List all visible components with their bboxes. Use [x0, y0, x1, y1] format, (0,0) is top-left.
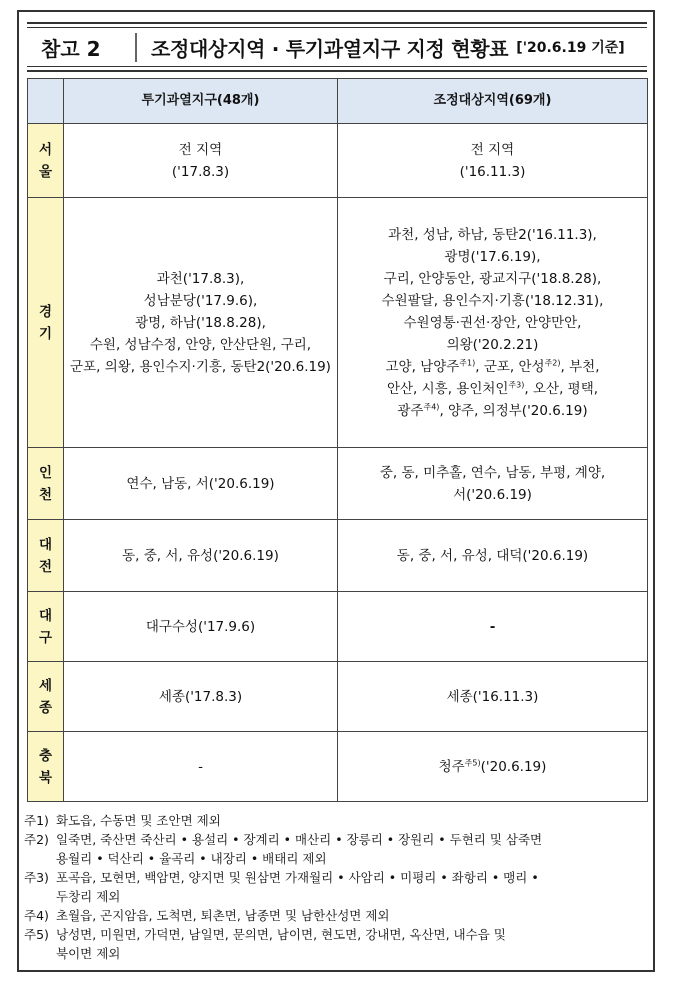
- region-cell: 세 종: [28, 662, 64, 732]
- page-title: 조정대상지역 · 투기과열지구 지정 현황표: [151, 36, 509, 61]
- designation-table: [27, 78, 648, 802]
- footnote: 주2) 일죽면, 죽산면 죽산리 • 용설리 • 장계리 • 매산리 • 장릉리 • 장원리 • 두현리 및 삼죽면 용월리 • 덕산리 • 율곡리 • 내장리 • 배태리 제외: [24, 832, 543, 866]
- region-cell: 인 천: [28, 448, 64, 520]
- footnote: 주4) 초월읍, 곤지암읍, 도척면, 퇴촌면, 남종면 및 남한산성면 제외: [24, 908, 390, 923]
- footnote: 주1) 화도읍, 수동면 및 조안면 제외: [24, 813, 221, 828]
- adjust-cell: 전 지역 ('16.11.3): [338, 124, 648, 198]
- adjust-cell: 청주$^{주5)}$('20.6.19): [338, 732, 648, 802]
- table-row: [28, 520, 648, 592]
- overheat-cell: 세종('17.8.3): [64, 662, 338, 732]
- region-cell: 대 전: [28, 520, 64, 592]
- title-label: 참고 2: [41, 33, 137, 62]
- footnote: 주3) 포곡읍, 모현면, 백암면, 양지면 및 원삼면 가재월리 • 사암리 • 미평리 • 좌항리 • 맹리 • 두창리 제외: [24, 870, 539, 904]
- title-box: [27, 22, 647, 72]
- overheat-cell: 동, 중, 서, 유성('20.6.19): [64, 520, 338, 592]
- overheat-cell: 연수, 남동, 서('20.6.19): [64, 448, 338, 520]
- header-corner: [28, 79, 64, 124]
- adjust-cell: 세종('16.11.3): [338, 662, 648, 732]
- overheat-cell: 전 지역 ('17.8.3): [64, 124, 338, 198]
- table-header-row: [28, 79, 648, 124]
- adjust-cell: 동, 중, 서, 유성, 대덕('20.6.19): [338, 520, 648, 592]
- footnote: 주5) 낭성면, 미원면, 가덕면, 남일면, 문의면, 남이면, 현도면, 강내면, 옥산면, 내수읍 및 북이면 제외: [24, 927, 506, 961]
- region-cell: 서 울: [28, 124, 64, 198]
- table-row: [28, 592, 648, 662]
- header-adjust: 조정대상지역(69개): [338, 79, 648, 124]
- overheat-cell: 대구수성('17.9.6): [64, 592, 338, 662]
- adjust-cell: -: [338, 592, 648, 662]
- adjust-cell: 과천, 성남, 하남, 동탄2('16.11.3), 광명('17.6.19), 구리, 안양동안, 광교지구('18.8.28), 수원팔달, 용인수지·기흥('18.12.31), 수원영통·권선·장안, 안양만안, 의왕('20.2.21) 고양, 남양주$^{주1)}$, 군포, 안성$^{주2)}$, 부천, 안산, 시흥, 용인처인$^{주3)}$, 오산, 평택, 광주$^{주4)}$, 양주, 의정부('20.6.19): [338, 198, 648, 448]
- table-row: [28, 124, 648, 198]
- header-overheat: 투기과열지구(48개): [64, 79, 338, 124]
- region-cell: 경 기: [28, 198, 64, 448]
- table-row: [28, 448, 648, 520]
- table-row: [28, 662, 648, 732]
- table-row: [28, 732, 648, 802]
- footnotes: [24, 811, 649, 963]
- region-cell: 충 북: [28, 732, 64, 802]
- table-row: [28, 198, 648, 448]
- region-cell: 대 구: [28, 592, 64, 662]
- title-date: ['20.6.19 기준]: [516, 40, 625, 56]
- title-divider: [27, 27, 647, 28]
- overheat-cell: -: [64, 732, 338, 802]
- title-divider: [27, 66, 647, 67]
- overheat-cell: 과천('17.8.3), 성남분당('17.9.6), 광명, 하남('18.8.28), 수원, 성남수정, 안양, 안산단원, 구리, 군포, 의왕, 용인수지·기흥, 동탄2('20.6.19): [64, 198, 338, 448]
- adjust-cell: 중, 동, 미추홀, 연수, 남동, 부평, 계양, 서('20.6.19): [338, 448, 648, 520]
